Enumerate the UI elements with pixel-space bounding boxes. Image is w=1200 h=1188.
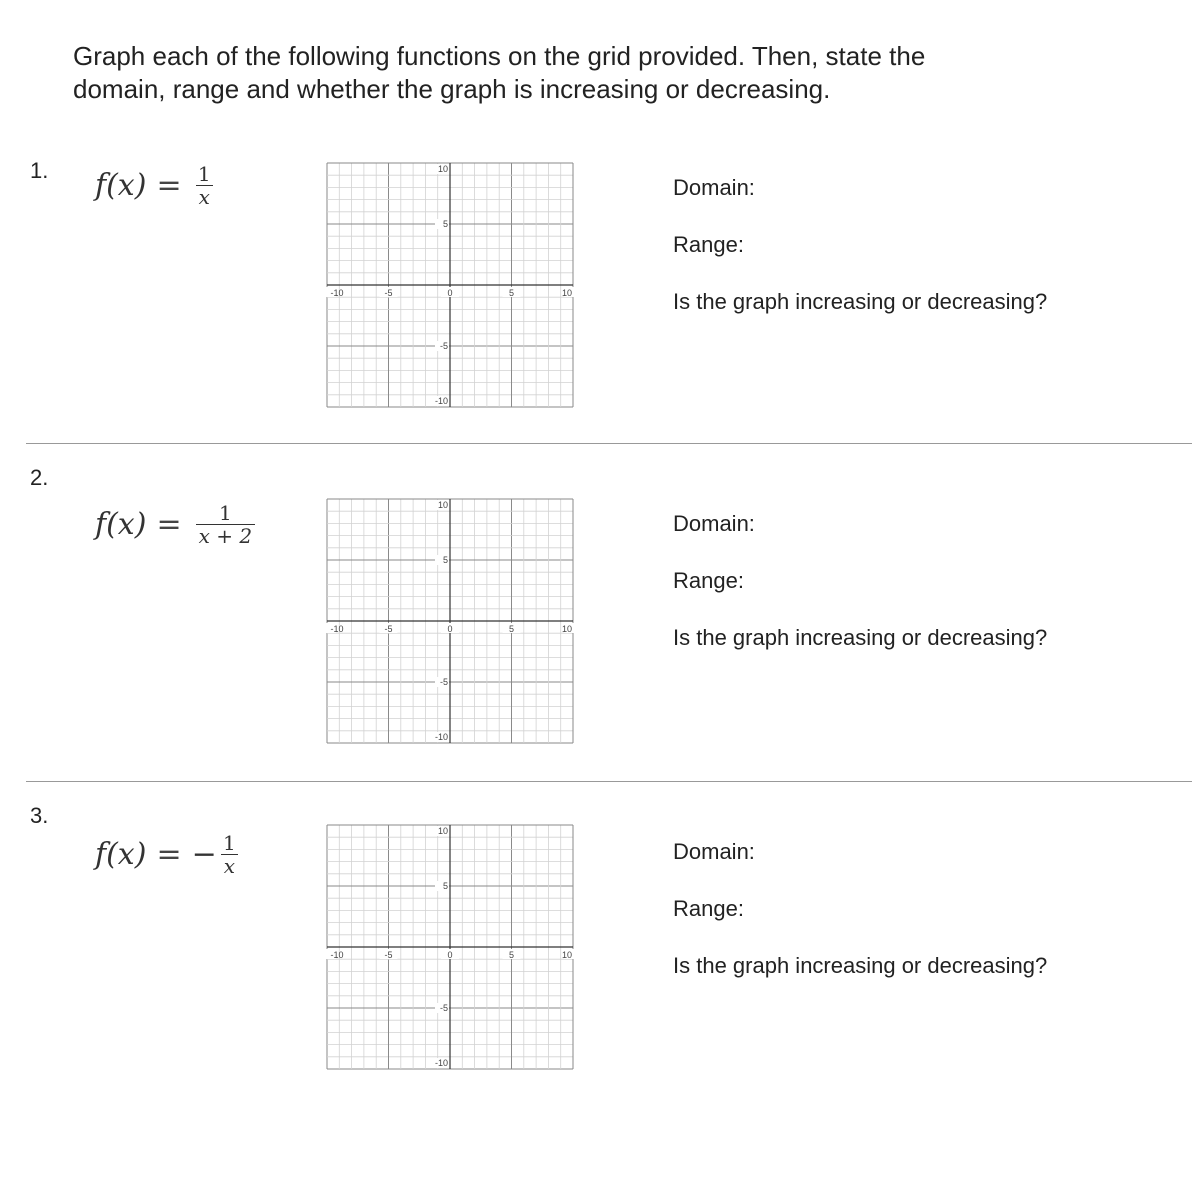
y-tick-label: 10 <box>437 826 448 836</box>
y-tick-label: -10 <box>434 396 448 406</box>
grid-svg <box>325 823 575 1071</box>
increasing-question: Is the graph increasing or decreasing? <box>673 625 1048 650</box>
x-tick-label: 10 <box>561 288 573 298</box>
x-tick-label: 5 <box>508 624 515 634</box>
x-tick-label: 5 <box>508 950 515 960</box>
x-tick-label: 0 <box>447 950 453 960</box>
problem-1 <box>0 155 1200 455</box>
answer-prompts <box>673 511 1047 682</box>
function-lhs: f(x) <box>95 168 147 203</box>
range-label: Range: <box>673 232 744 257</box>
instructions-line-1: Graph each of the following functions on the grid provided. Then, state the <box>73 41 926 71</box>
y-tick-label: 5 <box>442 881 448 891</box>
y-tick-label: 10 <box>437 500 448 510</box>
denominator: x + 2 <box>196 524 255 547</box>
grid-svg <box>325 497 575 745</box>
y-tick-label: -5 <box>439 1003 448 1013</box>
fraction <box>221 832 238 877</box>
x-tick-label: -5 <box>384 288 393 298</box>
equals-sign: = <box>156 837 182 872</box>
x-tick-label: -10 <box>330 288 344 298</box>
x-tick-label: 10 <box>561 624 573 634</box>
numerator: 1 <box>218 501 232 525</box>
x-tick-label: -5 <box>384 950 393 960</box>
x-tick-label: -10 <box>330 950 344 960</box>
instructions-line-2: domain, range and whether the graph is increasing or decreasing. <box>73 74 831 104</box>
x-tick-label: -5 <box>384 624 393 634</box>
x-tick-label: 0 <box>447 288 453 298</box>
problem-3 <box>0 803 1200 1103</box>
range-label: Range: <box>673 568 744 593</box>
problem-number: 3. <box>30 803 49 828</box>
numerator: 1 <box>197 162 211 186</box>
domain-label: Domain: <box>673 839 755 864</box>
y-tick-label: 5 <box>442 555 448 565</box>
section-divider <box>26 443 1192 444</box>
equals-sign: = <box>156 168 182 203</box>
numerator: 1 <box>222 831 236 855</box>
increasing-question: Is the graph increasing or decreasing? <box>673 953 1048 978</box>
problem-number: 1. <box>30 158 49 183</box>
fraction <box>196 502 255 547</box>
y-tick-label: 5 <box>442 219 448 229</box>
function-formula <box>95 163 213 208</box>
y-tick-label: -5 <box>439 677 448 687</box>
coordinate-grid[interactable] <box>325 161 575 409</box>
section-divider <box>26 781 1192 782</box>
domain-label: Domain: <box>673 511 755 536</box>
answer-prompts <box>673 839 1047 1010</box>
function-formula <box>95 832 238 877</box>
domain-label: Domain: <box>673 175 755 200</box>
y-tick-label: -10 <box>434 1058 448 1068</box>
range-label: Range: <box>673 896 744 921</box>
equals-sign: = <box>156 507 182 542</box>
function-formula <box>95 502 255 547</box>
answer-prompts <box>673 175 1047 346</box>
x-tick-label: -10 <box>330 624 344 634</box>
fraction <box>196 163 213 208</box>
x-tick-label: 5 <box>508 288 515 298</box>
function-lhs: f(x) <box>95 507 147 542</box>
denominator: x <box>196 185 213 208</box>
x-tick-label: 0 <box>447 624 453 634</box>
negative-sign: − <box>191 837 217 872</box>
problem-2 <box>0 465 1200 765</box>
instructions <box>73 40 1073 106</box>
coordinate-grid[interactable] <box>325 823 575 1071</box>
denominator: x <box>221 854 238 877</box>
x-tick-label: 10 <box>561 950 573 960</box>
grid-svg <box>325 161 575 409</box>
function-lhs: f(x) <box>95 837 147 872</box>
y-tick-label: 10 <box>437 164 448 174</box>
problem-number: 2. <box>30 465 49 490</box>
increasing-question: Is the graph increasing or decreasing? <box>673 289 1048 314</box>
y-tick-label: -10 <box>434 732 448 742</box>
y-tick-label: -5 <box>439 341 448 351</box>
coordinate-grid[interactable] <box>325 497 575 745</box>
